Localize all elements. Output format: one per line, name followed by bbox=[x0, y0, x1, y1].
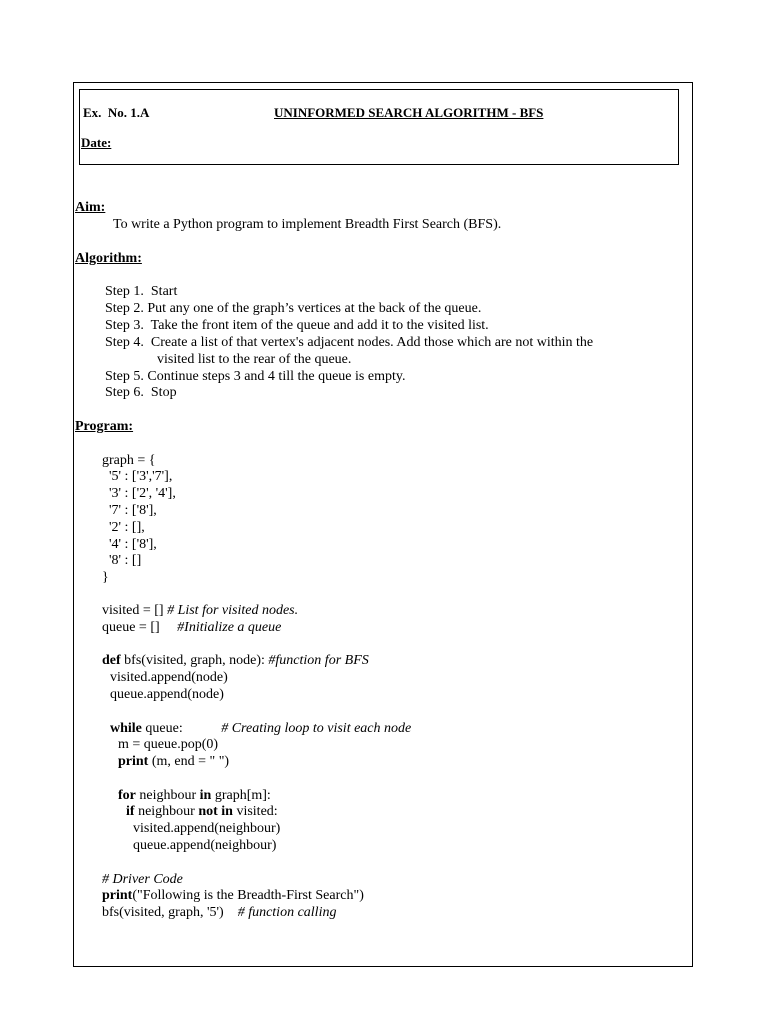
date-label: Date: bbox=[81, 135, 112, 150]
algorithm-step: Step 6. Stop bbox=[105, 385, 177, 400]
algorithm-step-continuation: visited list to the rear of the queue. bbox=[157, 352, 352, 367]
code-line: graph = { bbox=[102, 453, 156, 468]
code-text: bfs(visited, graph, node): bbox=[120, 653, 269, 668]
code-keyword: while bbox=[110, 721, 142, 736]
algorithm-heading: Algorithm: bbox=[75, 251, 142, 266]
code-comment: #function for BFS bbox=[268, 653, 369, 668]
code-comment: #Initialize a queue bbox=[177, 620, 282, 635]
code-line: '7' : ['8'], bbox=[109, 503, 157, 518]
code-keyword: print bbox=[102, 888, 133, 903]
exercise-number: Ex. No. 1.A bbox=[83, 105, 150, 120]
code-line: queue.append(neighbour) bbox=[133, 838, 277, 853]
code-text: bfs(visited, graph, '5') bbox=[102, 905, 238, 920]
algorithm-step: Step 1. Start bbox=[105, 284, 178, 299]
code-text: (m, end = " ") bbox=[148, 754, 230, 769]
aim-heading: Aim: bbox=[75, 200, 106, 215]
code-comment: # Driver Code bbox=[102, 872, 183, 887]
algorithm-step: Step 2. Put any one of the graph’s vertices at the back of the queue. bbox=[105, 301, 482, 316]
code-text: graph[m]: bbox=[211, 788, 271, 803]
code-line: '2' : [], bbox=[109, 520, 145, 535]
code-line bbox=[110, 720, 411, 737]
code-line: '8' : [] bbox=[109, 553, 142, 568]
code-text: visited = [] bbox=[102, 603, 168, 618]
algorithm-step: Step 5. Continue steps 3 and 4 till the queue is empty. bbox=[105, 369, 406, 384]
code-line bbox=[118, 787, 271, 804]
code-text: visited: bbox=[232, 804, 278, 819]
algorithm-step: Step 3. Take the front item of the queue and add it to the visited list. bbox=[105, 318, 489, 333]
header-box bbox=[79, 89, 679, 165]
program-heading: Program: bbox=[75, 419, 134, 434]
code-line: } bbox=[102, 570, 109, 585]
code-line bbox=[102, 652, 369, 669]
code-text: neighbour bbox=[134, 804, 199, 819]
code-line bbox=[102, 602, 298, 619]
aim-text: To write a Python program to implement Breadth First Search (BFS). bbox=[113, 217, 502, 232]
code-keyword: for bbox=[118, 788, 136, 803]
code-comment: # List for visited nodes. bbox=[167, 603, 299, 618]
code-comment: # function calling bbox=[237, 905, 337, 920]
code-text: neighbour bbox=[135, 788, 200, 803]
code-keyword: not in bbox=[198, 804, 233, 819]
code-line: '5' : ['3','7'], bbox=[109, 469, 173, 484]
code-line: visited.append(node) bbox=[110, 670, 228, 685]
code-text: ("Following is the Breadth-First Search") bbox=[132, 888, 364, 903]
page-title: UNINFORMED SEARCH ALGORITHM - BFS bbox=[274, 105, 544, 120]
code-line bbox=[118, 753, 229, 770]
code-line: '4' : ['8'], bbox=[109, 537, 157, 552]
code-keyword: print bbox=[118, 754, 149, 769]
code-keyword: if bbox=[126, 804, 135, 819]
code-line bbox=[102, 887, 364, 904]
algorithm-step: Step 4. Create a list of that vertex's adjacent nodes. Add those which are not within the bbox=[105, 335, 594, 350]
code-line: queue.append(node) bbox=[110, 687, 224, 702]
code-text: queue: bbox=[141, 721, 222, 736]
code-text: queue = [] bbox=[102, 620, 178, 635]
code-line: m = queue.pop(0) bbox=[118, 737, 219, 752]
code-line bbox=[126, 803, 278, 820]
code-line: visited.append(neighbour) bbox=[133, 821, 281, 836]
code-line bbox=[102, 904, 336, 921]
code-keyword: def bbox=[102, 653, 121, 668]
code-comment: # Creating loop to visit each node bbox=[221, 721, 412, 736]
code-line: '3' : ['2', '4'], bbox=[109, 486, 176, 501]
code-line bbox=[102, 619, 281, 636]
code-keyword: in bbox=[199, 788, 212, 803]
